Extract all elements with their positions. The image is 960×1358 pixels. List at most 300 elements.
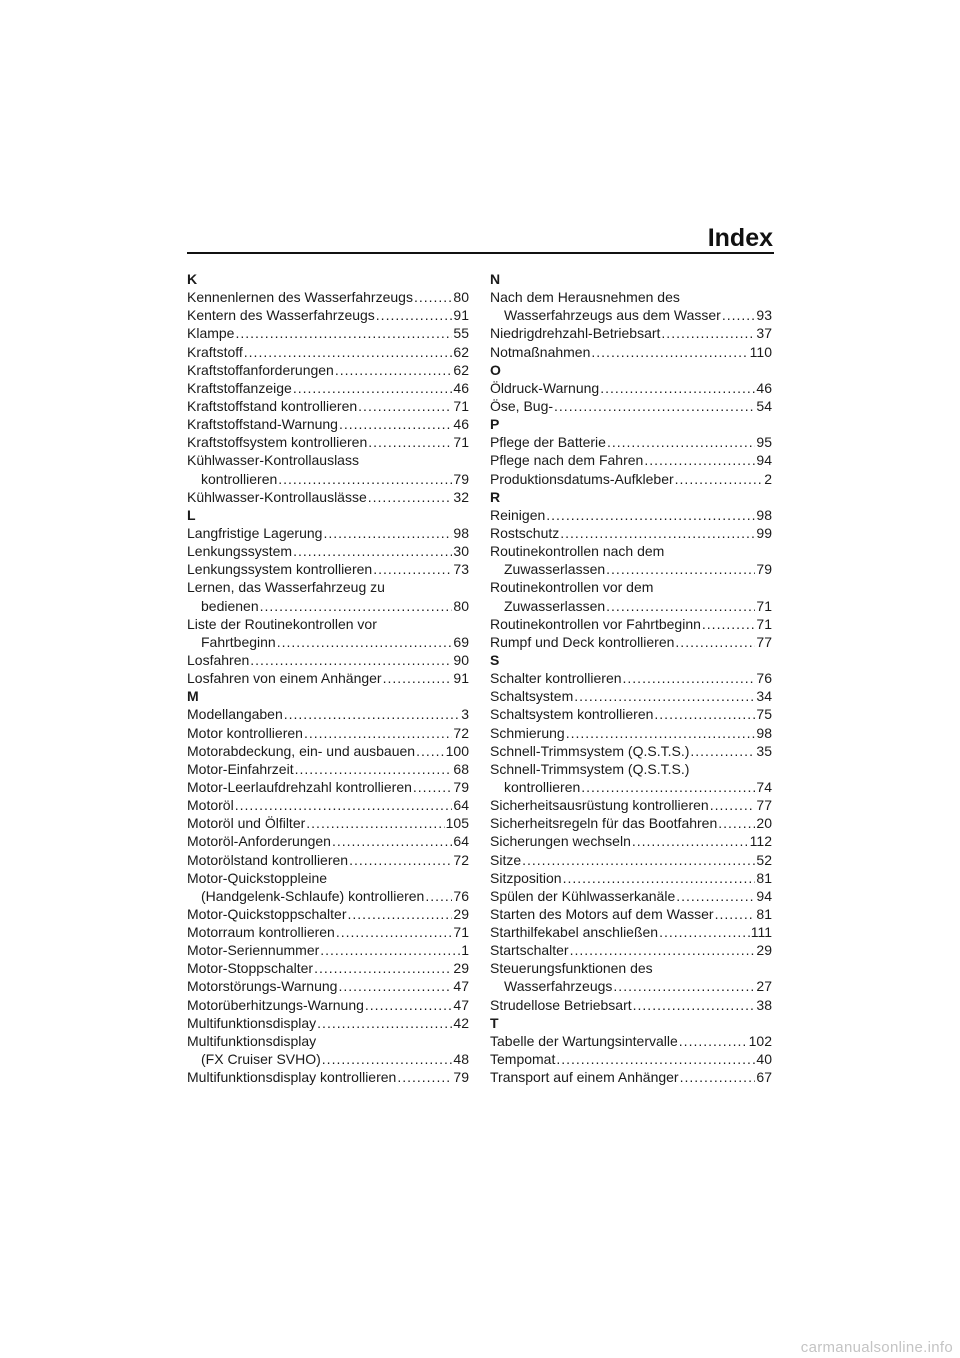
page-number: 79 [756, 561, 772, 578]
index-entry [490, 905, 772, 923]
dot-leader [600, 379, 755, 397]
dot-leader [632, 832, 749, 850]
page-number: 98 [756, 506, 772, 523]
index-entry [187, 959, 469, 977]
page-number: 69 [453, 633, 469, 650]
index-entry [187, 324, 469, 342]
page-number: 76 [453, 887, 469, 904]
index-entry-text: Motoröl-Anforderungen [187, 833, 331, 850]
index-entry [187, 379, 469, 397]
page-number: 99 [756, 524, 772, 541]
index-entry-text: Motor-Leerlaufdrehzahl kontrollieren [187, 778, 412, 795]
index-entry [490, 542, 772, 578]
index-letter-heading: O [490, 361, 501, 378]
index-entry-text: Sicherheitsausrüstung kontrollieren [490, 797, 709, 814]
index-entry-text: Tempomat [490, 1051, 556, 1068]
dot-leader [235, 324, 452, 342]
dot-leader [339, 415, 452, 433]
index-entry [490, 796, 772, 814]
index-entry-text: Starthilfekabel anschließen [490, 924, 659, 941]
index-entry [490, 324, 772, 342]
index-entry [490, 1050, 772, 1068]
dot-leader [335, 361, 453, 379]
dot-leader [284, 705, 460, 723]
page-number: 100 [445, 742, 469, 759]
page-number: 81 [756, 905, 772, 922]
dot-leader [676, 887, 755, 905]
page-number: 75 [756, 706, 772, 723]
dot-leader [623, 669, 756, 687]
index-entry-text: Langfristige Lagerung [187, 524, 323, 541]
page-number: 71 [453, 924, 469, 941]
dot-leader [368, 488, 453, 506]
index-entry-text: bedienen [201, 597, 259, 614]
dot-leader [414, 288, 452, 306]
index-entry-text: Lenkungssystem [187, 543, 293, 560]
index-entry [187, 1032, 469, 1068]
page-number: 94 [756, 452, 772, 469]
page-number: 46 [453, 379, 469, 396]
page-number: 27 [756, 978, 772, 995]
dot-leader [581, 778, 755, 796]
index-entry [187, 905, 469, 923]
index-entry-text: Reinigen [490, 506, 546, 523]
index-entry-text: Wasserfahrzeugs aus dem Wasser [504, 307, 721, 324]
page-number: 42 [453, 1014, 469, 1031]
index-entry [187, 669, 469, 687]
index-entry [187, 306, 469, 324]
page-number: 29 [453, 905, 469, 922]
page-number: 47 [453, 978, 469, 995]
index-entry-text: Multifunktionsdisplay [187, 1032, 317, 1049]
index-entry [187, 1014, 469, 1032]
index-entry-text: Multifunktionsdisplay [187, 1014, 317, 1031]
page-number: 91 [453, 670, 469, 687]
page-number: 29 [756, 942, 772, 959]
index-entry-text: Motor kontrollieren [187, 724, 303, 741]
dot-leader [317, 1014, 452, 1032]
index-entry-text: Motor-Seriennummer [187, 942, 320, 959]
index-entry-text: Tabelle der Wartungsintervalle [490, 1032, 678, 1049]
page-number: 48 [453, 1051, 469, 1068]
dot-leader [679, 1032, 748, 1050]
index-entry [187, 851, 469, 869]
dot-leader [560, 524, 755, 542]
index-entry [187, 343, 469, 361]
dot-leader [675, 470, 764, 488]
index-entry-text: Motoröl und Ölfilter [187, 815, 306, 832]
page-number: 72 [453, 724, 469, 741]
dot-leader [644, 451, 755, 469]
index-entry [187, 488, 469, 506]
page-number: 62 [453, 343, 469, 360]
page-number: 98 [453, 524, 469, 541]
page-number: 111 [750, 924, 772, 941]
page-number: 72 [453, 851, 469, 868]
index-entry [490, 1032, 772, 1050]
dot-leader [654, 705, 755, 723]
index-entry [187, 760, 469, 778]
index-entry [187, 433, 469, 451]
index-entry-text: Klampe [187, 325, 235, 342]
index-entry [490, 451, 772, 469]
index-entry-text: Starten des Motors auf dem Wasser [490, 905, 714, 922]
page-number: 64 [453, 797, 469, 814]
index-entry-text: Schaltsystem kontrollieren [490, 706, 654, 723]
index-entry-text: Lernen, das Wasserfahrzeug zu [187, 579, 385, 596]
index-entry [187, 941, 469, 959]
page-number: 47 [453, 996, 469, 1013]
index-entry-text: kontrollieren [504, 778, 581, 795]
dot-leader [397, 1068, 452, 1086]
dot-leader [633, 996, 756, 1014]
dot-leader [323, 524, 452, 542]
index-entry [490, 742, 772, 760]
dot-leader [702, 615, 756, 633]
dot-leader [718, 814, 755, 832]
page-number: 98 [756, 724, 772, 741]
page-number: 34 [756, 688, 772, 705]
index-entry-text: (Handgelenk-Schlaufe) kontrollieren [201, 887, 425, 904]
index-entry-text: Kraftstoffanzeige [187, 379, 292, 396]
dot-leader [235, 796, 453, 814]
index-entry [187, 778, 469, 796]
index-entry [187, 705, 469, 723]
page-number: 46 [453, 416, 469, 433]
index-entry-text: Spülen der Kühlwasserkanäle [490, 887, 676, 904]
index-entry-text: Routinekontrollen vor Fahrtbeginn [490, 615, 701, 632]
index-entry [490, 687, 772, 705]
index-entry [490, 615, 772, 633]
index-entry-text: Motorraum kontrollieren [187, 924, 335, 941]
index-entry-text: Motor-Quickstoppschalter [187, 905, 347, 922]
page-number: 71 [453, 397, 469, 414]
index-entry [490, 851, 772, 869]
index-entry [187, 288, 469, 306]
index-entry-text: Motor-Einfahrzeit [187, 760, 294, 777]
dot-leader [680, 1068, 756, 1086]
index-entry [490, 1068, 772, 1086]
page-number: 46 [756, 379, 772, 396]
dot-leader [710, 796, 756, 814]
index-entry [187, 397, 469, 415]
index-entry-text: Kraftstoffanforderungen [187, 361, 334, 378]
page-number: 38 [756, 996, 772, 1013]
page-number: 67 [756, 1069, 772, 1086]
index-entry-text: Notmaßnahmen [490, 343, 591, 360]
dot-leader [574, 687, 755, 705]
index-entry-text: Motorölstand kontrollieren [187, 851, 349, 868]
index-letter-heading: R [490, 488, 501, 505]
index-entry [490, 379, 772, 397]
index-entry-text: Sicherheitsregeln für das Bootfahren [490, 815, 718, 832]
index-entry-text: Schnell-Trimmsystem (Q.S.T.S.) [490, 760, 690, 777]
dot-leader [690, 742, 755, 760]
index-entry [187, 415, 469, 433]
index-entry-text: Pflege der Batterie [490, 434, 606, 451]
index-entry [187, 615, 469, 651]
footer-watermark: carmanualsonline.info [800, 1339, 953, 1356]
dot-leader [416, 742, 445, 760]
dot-leader [607, 433, 755, 451]
dot-leader [613, 977, 755, 995]
page-number: 79 [453, 1069, 469, 1086]
index-letter-heading: P [490, 416, 500, 433]
index-letter-heading: K [187, 271, 198, 287]
index-entry [187, 832, 469, 850]
dot-leader [293, 542, 452, 560]
index-entry-text: Kraftstoffstand-Warnung [187, 416, 338, 433]
index-entry [187, 996, 469, 1014]
index-entry [187, 542, 469, 560]
index-entry [490, 996, 772, 1014]
index-entry-text: Losfahren von einem Anhänger [187, 670, 382, 687]
index-entry-text: Wasserfahrzeugs [504, 978, 613, 995]
dot-leader [348, 905, 453, 923]
page-number: 1 [461, 942, 469, 959]
index-entry [490, 433, 772, 451]
dot-leader [591, 343, 748, 361]
index-entry-text: (FX Cruiser SVHO) [201, 1051, 321, 1068]
page-number: 71 [756, 615, 772, 632]
dot-leader [244, 343, 453, 361]
page-number: 102 [748, 1032, 772, 1049]
index-entry [490, 578, 772, 614]
index-entry-text: Pflege nach dem Fahren [490, 452, 644, 469]
index-entry [490, 343, 772, 361]
index-entry-text: Fahrtbeginn [201, 633, 276, 650]
index-entry [490, 633, 772, 651]
page-number: 3 [461, 706, 469, 723]
index-entry-text: Modellangaben [187, 706, 283, 723]
page-number: 35 [756, 742, 772, 759]
index-entry-text: kontrollieren [201, 470, 278, 487]
dot-leader [722, 306, 756, 324]
index-entry-text: Motorüberhitzungs-Warnung [187, 996, 364, 1013]
page-number: 20 [756, 815, 772, 832]
index-entry-text: Steuerungsfunktionen des [490, 960, 653, 977]
dot-leader [332, 832, 452, 850]
index-entry-text: Kühlwasser-Kontrollauslass [187, 452, 359, 469]
index-entry [490, 506, 772, 524]
page-number: 40 [756, 1051, 772, 1068]
dot-leader [260, 597, 453, 615]
page-title: Index [707, 224, 773, 252]
index-entry-text: Öse, Bug- [490, 397, 554, 414]
index-entry-text: Liste der Routinekontrollen vor [187, 615, 377, 632]
index-entry [187, 977, 469, 995]
page-number: 37 [756, 325, 772, 342]
page-number: 112 [749, 833, 772, 850]
page-number: 62 [453, 361, 469, 378]
page-number: 52 [756, 851, 772, 868]
index-entry [490, 760, 772, 796]
page-number: 91 [453, 307, 469, 324]
index-entry-text: Nach dem Herausnehmen des [490, 289, 680, 306]
dot-leader [376, 306, 453, 324]
page-number: 81 [756, 869, 772, 886]
dot-leader [365, 996, 453, 1014]
index-letter-heading: L [187, 506, 196, 523]
dot-leader [563, 869, 756, 887]
index-entry [490, 669, 772, 687]
index-entry-text: Motoröl [187, 797, 234, 814]
dot-leader [278, 470, 452, 488]
dot-leader [336, 923, 453, 941]
index-entry [490, 724, 772, 742]
index-entry [187, 814, 469, 832]
page-number: 68 [453, 760, 469, 777]
page-number: 93 [756, 307, 772, 324]
index-entry [490, 814, 772, 832]
page-number: 32 [453, 488, 469, 505]
page-number: 79 [453, 470, 469, 487]
dot-leader [314, 959, 452, 977]
index-entry [187, 724, 469, 742]
dot-leader [554, 397, 755, 415]
page-number: 77 [756, 633, 772, 650]
title-rule [187, 252, 774, 254]
page-number: 110 [749, 343, 772, 360]
dot-leader [606, 560, 755, 578]
dot-leader [715, 905, 756, 923]
index-letter-heading: T [490, 1014, 499, 1031]
dot-leader [661, 324, 755, 342]
index-entry-text: Schmierung [490, 724, 565, 741]
dot-leader [570, 941, 756, 959]
dot-leader [606, 597, 755, 615]
index-entry-text: Sicherungen wechseln [490, 833, 631, 850]
index-entry-text: Niedrigdrehzahl-Betriebsart [490, 325, 661, 342]
page-number: 105 [445, 815, 469, 832]
index-entry-text: Motorabdeckung, ein- und ausbauen [187, 742, 416, 759]
page-number: 90 [453, 651, 469, 668]
page-number: 95 [756, 434, 772, 451]
dot-leader [675, 633, 755, 651]
dot-leader [295, 760, 453, 778]
index-entry [490, 832, 772, 850]
page-number: 80 [453, 597, 469, 614]
index-entry [187, 578, 469, 614]
page-number: 30 [453, 543, 469, 560]
page-number: 80 [453, 289, 469, 306]
index-entry [490, 923, 772, 941]
dot-leader [522, 851, 755, 869]
index-entry-text: Kraftstoffsystem kontrollieren [187, 434, 368, 451]
index-entry [187, 796, 469, 814]
dot-leader [338, 977, 452, 995]
page-number: 29 [453, 960, 469, 977]
index-entry-text: Schnell-Trimmsystem (Q.S.T.S.) [490, 742, 690, 759]
dot-leader [277, 633, 453, 651]
index-entry-text: Startschalter [490, 942, 569, 959]
page-number: 71 [453, 434, 469, 451]
index-entry-text: Strudellose Betriebsart [490, 996, 632, 1013]
dot-leader [250, 651, 452, 669]
index-entry [490, 959, 772, 995]
page-number: 77 [756, 797, 772, 814]
index-entry [490, 869, 772, 887]
page-number: 76 [756, 670, 772, 687]
dot-leader [373, 560, 452, 578]
dot-leader [304, 724, 452, 742]
dot-leader [566, 724, 756, 742]
index-entry-text: Sitzposition [490, 869, 562, 886]
page-number: 94 [756, 887, 772, 904]
index-column-left [187, 270, 469, 1086]
index-letter-heading: N [490, 271, 501, 287]
index-entry [490, 288, 772, 324]
index-entry-text: Kühlwasser-Kontrollauslässe [187, 488, 367, 505]
index-entry [490, 887, 772, 905]
index-entry-text: Rostschutz [490, 524, 560, 541]
page-number: 73 [453, 561, 469, 578]
index-entry-text: Sitze [490, 851, 522, 868]
dot-leader [546, 506, 755, 524]
index-entry-text: Motor-Quickstoppleine [187, 869, 328, 886]
index-entry-text: Öldruck-Warnung [490, 379, 600, 396]
index-entry [187, 1068, 469, 1086]
index-entry-text: Zuwasserlassen [504, 561, 606, 578]
index-entry [187, 361, 469, 379]
index-entry [187, 451, 469, 487]
index-letter-heading: M [187, 688, 199, 705]
dot-leader [383, 669, 453, 687]
dot-leader [556, 1050, 755, 1068]
index-entry-text: Lenkungssystem kontrollieren [187, 561, 373, 578]
dot-leader [349, 851, 452, 869]
index-entry-text: Motor-Stoppschalter [187, 960, 314, 977]
index-entry-text: Kentern des Wasserfahrzeugs [187, 307, 375, 324]
dot-leader [322, 1050, 453, 1068]
page-number: 54 [756, 397, 772, 414]
index-entry [187, 742, 469, 760]
index-entry [490, 470, 772, 488]
index-entry-text: Losfahren [187, 651, 250, 668]
index-entry-text: Produktionsdatums-Aufkleber [490, 470, 674, 487]
page-number: 71 [756, 597, 772, 614]
index-entry-text: Kraftstoff [187, 343, 243, 360]
page-number: 55 [453, 325, 469, 342]
index-entry-text: Routinekontrollen vor dem [490, 579, 654, 596]
index-entry [187, 651, 469, 669]
index-entry-text: Transport auf einem Anhänger [490, 1069, 679, 1086]
dot-leader [320, 941, 460, 959]
index-entry [187, 560, 469, 578]
index-entry-text: Kennenlernen des Wasserfahrzeugs [187, 289, 413, 306]
index-entry-text: Kraftstoffstand kontrollieren [187, 397, 358, 414]
index-entry-text: Routinekontrollen nach dem [490, 543, 665, 560]
index-entry-text: Zuwasserlassen [504, 597, 606, 614]
index-entry-text: Multifunktionsdisplay kontrollieren [187, 1069, 397, 1086]
dot-leader [306, 814, 444, 832]
dot-leader [413, 778, 453, 796]
index-entry-text: Motorstörungs-Warnung [187, 978, 338, 995]
index-entry-text: Schaltsystem [490, 688, 574, 705]
index-entry [490, 705, 772, 723]
index-entry [490, 397, 772, 415]
index-entry [187, 869, 469, 905]
dot-leader [293, 379, 453, 397]
index-entry [187, 524, 469, 542]
index-entry [490, 524, 772, 542]
page-number: 2 [764, 470, 772, 487]
dot-leader [368, 433, 452, 451]
index-entry [187, 923, 469, 941]
index-entry-text: Schalter kontrollieren [490, 670, 622, 687]
index-column-right [490, 270, 772, 1086]
dot-leader [659, 923, 750, 941]
